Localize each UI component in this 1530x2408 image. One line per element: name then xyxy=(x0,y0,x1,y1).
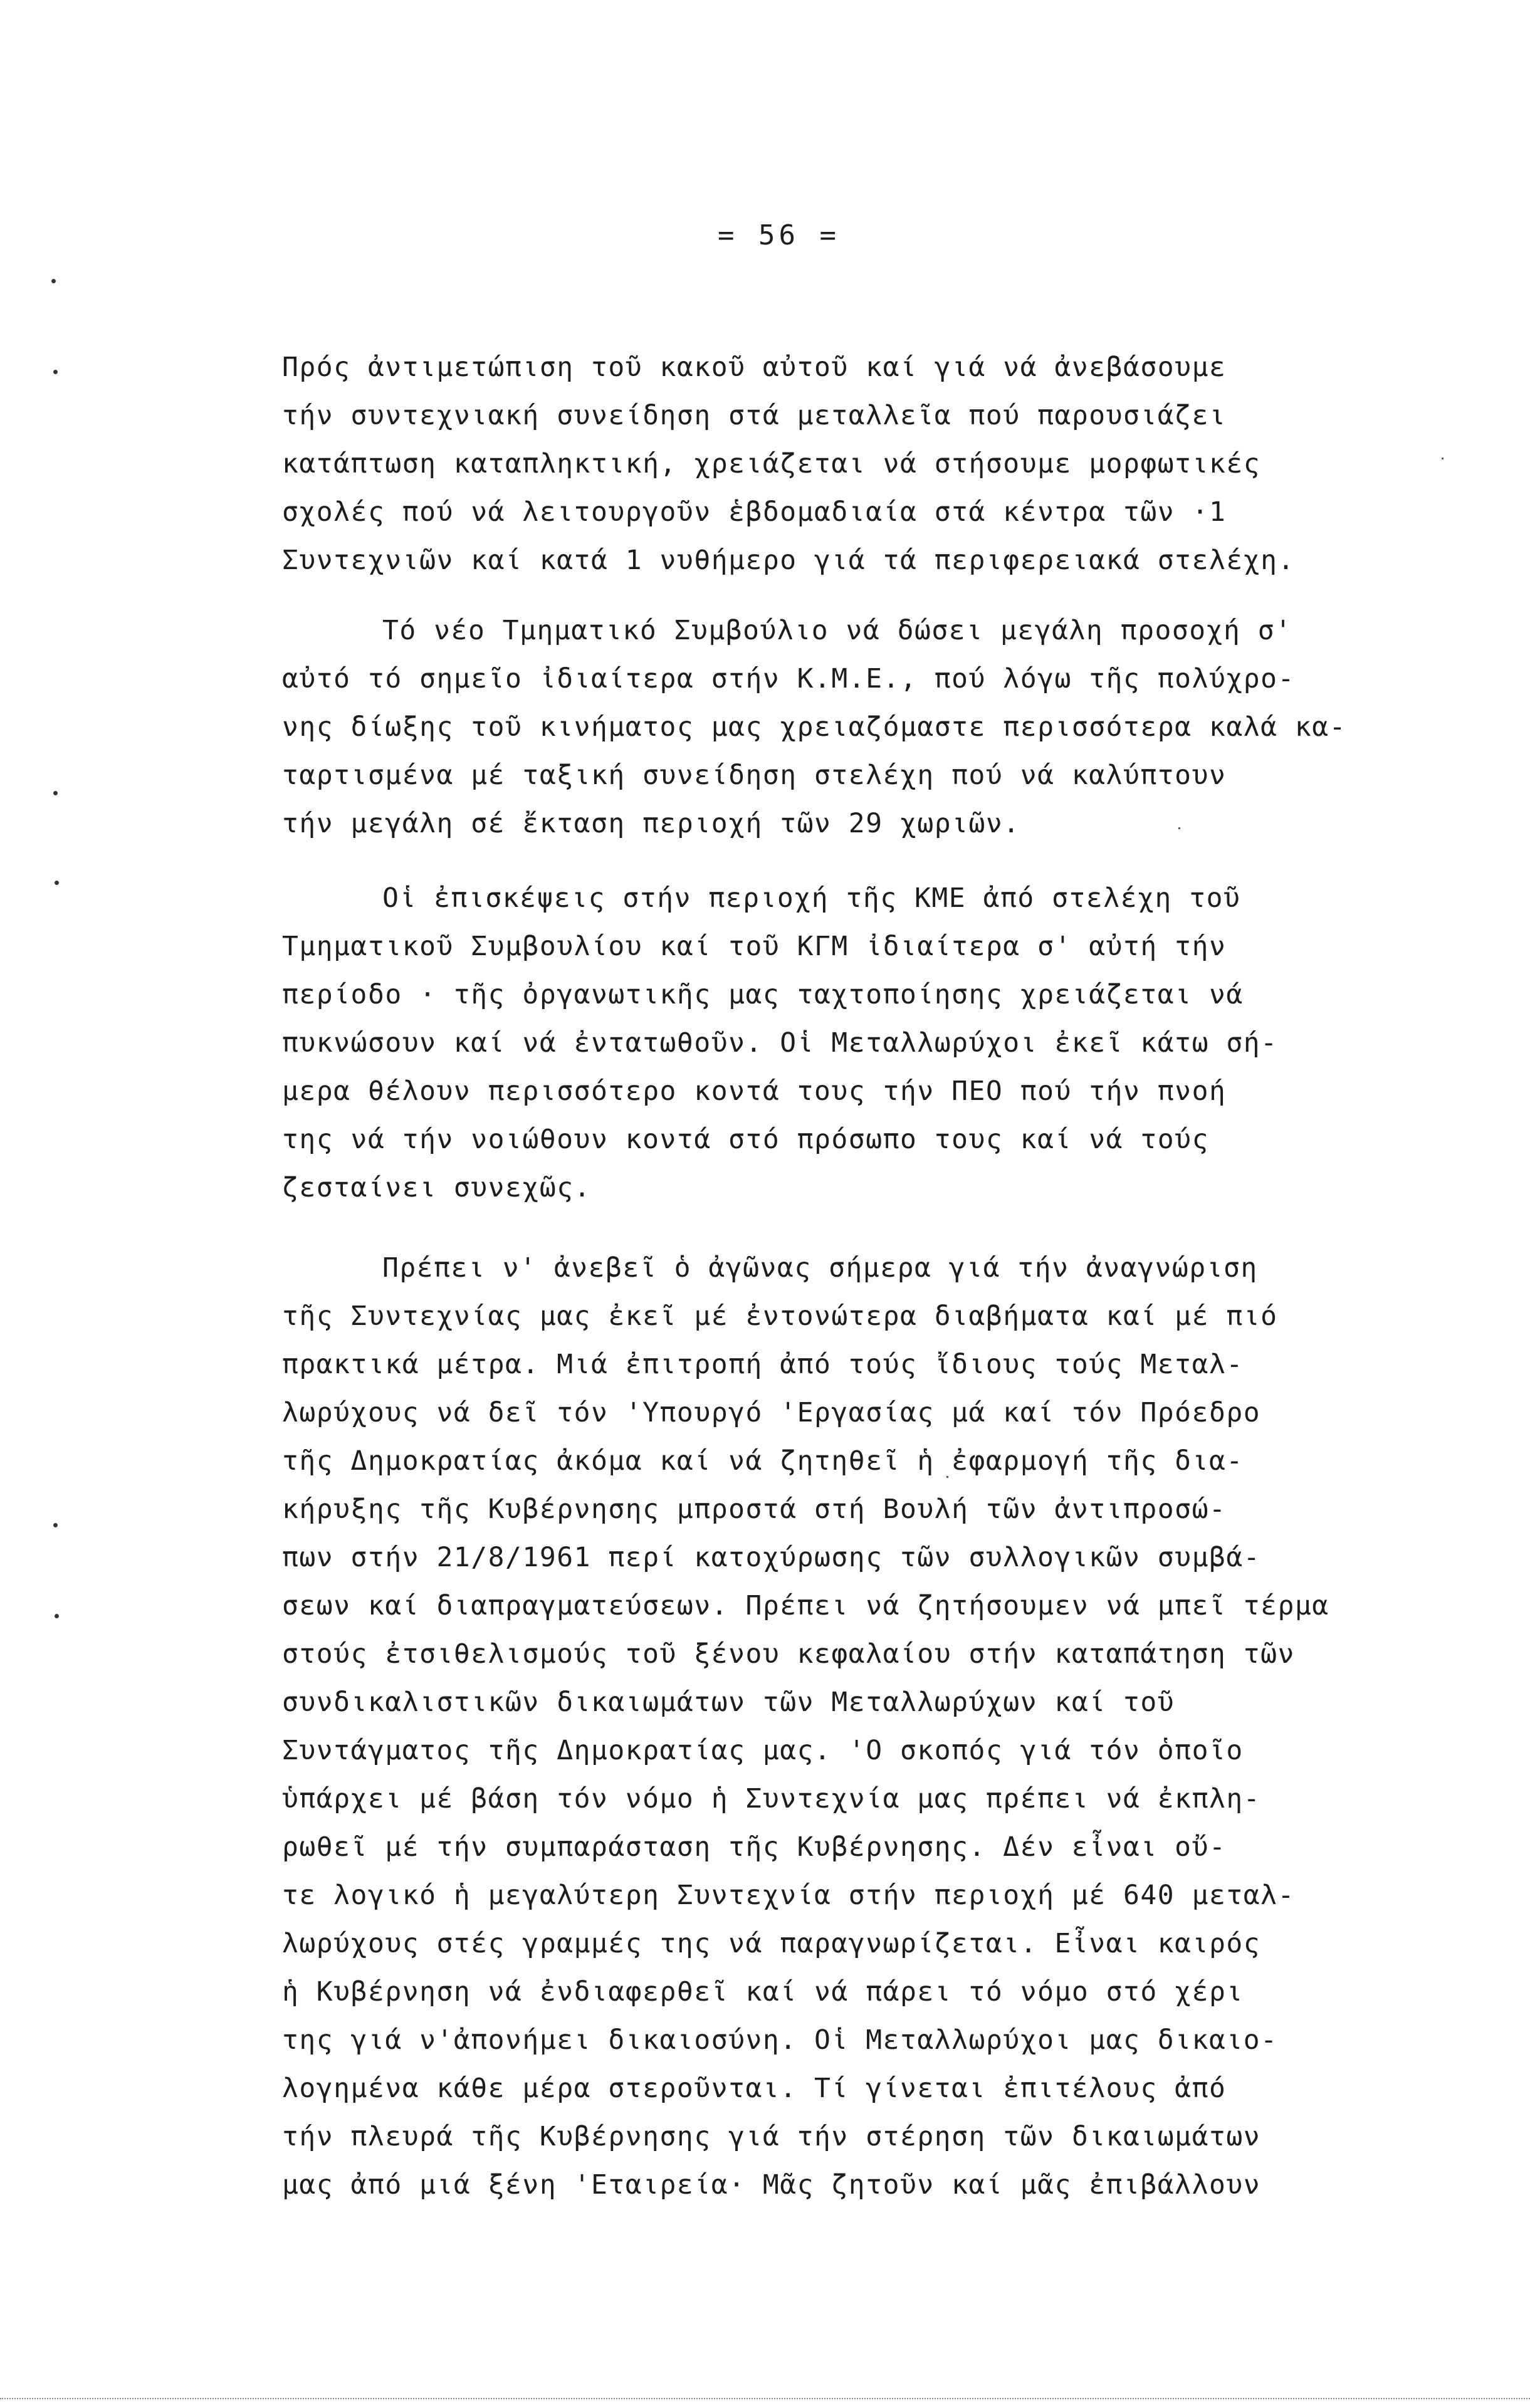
text-line: τῆς Συντεχνίας μας ἐκεῖ μέ ἐντονώτερα διαβήματα καί μέ πιό xyxy=(282,1301,1278,1332)
text-line: της νά τήν νοιώθουν κοντά στό πρόσωπο τους καί νά τούς xyxy=(282,1124,1209,1155)
text-line: ζεσταίνει συνεχῶς. xyxy=(282,1172,591,1203)
text-line: σχολές πού νά λειτουργοῦν ἑβδομαδιαία στά κέντρα τῶν ·1 xyxy=(282,496,1227,528)
text-line: Πρέπει ν' ἀνεβεῖ ὁ ἀγῶνας σήμερα γιά τήν ἀναγνώριση xyxy=(382,1252,1258,1284)
page-number: = 56 = xyxy=(718,219,840,251)
text-line: στούς ἐτσιθελισμούς τοῦ ξένου κεφαλαίου στήν καταπάτηση τῶν xyxy=(282,1638,1295,1670)
margin-mark xyxy=(55,881,59,885)
text-line: τήν πλευρά τῆς Κυβέρνησης γιά τήν στέρηση τῶν δικαιωμάτων xyxy=(282,2121,1261,2152)
text-line: αὐτό τό σημεῖο ἰδιαίτερα στήν Κ.Μ.Ε., πού λόγω τῆς πολύχρο- xyxy=(282,663,1295,694)
margin-mark xyxy=(53,791,58,795)
text-line: κατάπτωση καταπληκτική, χρειάζεται νά στήσουμε μορφωτικές xyxy=(282,448,1261,479)
text-line: τήν συντεχνιακή συνείδηση στά μεταλλεῖα πού παρουσιάζει xyxy=(282,400,1227,431)
margin-mark xyxy=(53,1523,58,1527)
paragraph-2 xyxy=(282,607,1511,848)
text-line: κήρυξης τῆς Κυβέρνησης μπροστά στή Βουλή τῶν ἀντιπροσώ- xyxy=(282,1494,1227,1525)
text-line: συνδικαλιστικῶν δικαιωμάτων τῶν Μεταλλωρύχων καί τοῦ xyxy=(282,1687,1175,1718)
text-line: Συντάγματος τῆς Δημοκρατίας μας. 'Ο σκοπός γιά τόν ὁποῖο xyxy=(282,1735,1244,1766)
margin-mark xyxy=(53,370,58,374)
text-line: λογημένα κάθε μέρα στεροῦνται. Τί γίνεται ἐπιτέλους ἀπό xyxy=(282,2073,1227,2104)
text-line: λωρύχους στές γραμμές της νά παραγνωρίζεται. Εἶναι καιρός xyxy=(282,1928,1261,1959)
text-line: πρακτικά μέτρα. Μιά ἐπιτροπή ἀπό τούς ἴδιους τούς Μεταλ- xyxy=(282,1349,1244,1380)
paragraph-4 xyxy=(282,1244,1511,2209)
text-line: μας ἀπό μιά ξένη 'Εταιρεία· Μᾶς ζητοῦν καί μᾶς ἐπιβάλλουν xyxy=(282,2169,1261,2201)
scan-edge xyxy=(0,2398,1530,2400)
text-line: νης δίωξης τοῦ κινήματος μας χρειαζόμαστε περισσότερα καλά κα- xyxy=(282,711,1347,743)
margin-mark xyxy=(51,279,56,283)
text-line: Τό νέο Τμηματικό Συμβούλιο νά δώσει μεγάλη προσοχή σ' xyxy=(382,615,1292,646)
text-line: Πρός ἀντιμετώπιση τοῦ κακοῦ αὐτοῦ καί γιά νά ἀνεβάσουμε xyxy=(282,352,1227,383)
text-line: Οἱ ἐπισκέψεις στήν περιοχή τῆς ΚΜΕ ἀπό στελέχη τοῦ xyxy=(382,882,1241,914)
text-line: ρωθεῖ μέ τήν συμπαράσταση τῆς Κυβέρνησης. Δέν εἶναι οὔ- xyxy=(282,1831,1227,1863)
paragraph-1 xyxy=(282,343,1511,585)
text-line: Τμηματικοῦ Συμβουλίου καί τοῦ ΚΓΜ ἰδιαίτερα σ' αὐτή τήν xyxy=(282,931,1227,962)
text-line: τῆς Δημοκρατίας ἀκόμα καί νά ζητηθεῖ ἡ ἐφαρμογή τῆς δια- xyxy=(282,1445,1244,1477)
text-line: της γιά ν'ἀπονήμει δικαιοσύνη. Οἱ Μεταλλωρύχοι μας δικαιο- xyxy=(282,2024,1278,2056)
text-line: τε λογικό ἡ μεγαλύτερη Συντεχνία στήν περιοχή μέ 640 μεταλ- xyxy=(282,1880,1295,1911)
paragraph-3 xyxy=(282,874,1511,1212)
text-line: σεων καί διαπραγματεύσεων. Πρέπει νά ζητήσουμεν νά μπεῖ τέρμα xyxy=(282,1590,1329,1621)
text-line: μερα θέλουν περισσότερο κοντά τους τήν ΠΕΟ πού τήν πνοή xyxy=(282,1076,1227,1107)
text-line: λωρύχους νά δεῖ τόν 'Υπουργό 'Εργασίας μά καί τόν Πρόεδρο xyxy=(282,1397,1261,1428)
text-line: Συντεχνιῶν καί κατά 1 νυθήμερο γιά τά περιφερειακά στελέχη. xyxy=(282,545,1295,576)
text-line: τήν μεγάλη σέ ἔκταση περιοχή τῶν 29 χωριῶν. xyxy=(282,808,1020,839)
text-line: πυκνώσουν καί νά ἐντατωθοῦν. Οἱ Μεταλλωρύχοι ἐκεῖ κάτω σή- xyxy=(282,1027,1278,1059)
text-line: περίοδο · τῆς ὀργανωτικῆς μας ταχτοποίησης χρειάζεται νά xyxy=(282,979,1244,1010)
text-line: ὑπάρχει μέ βάση τόν νόμο ἡ Συντεχνία μας πρέπει νά ἐκπλη- xyxy=(282,1783,1261,1814)
text-line: ταρτισμένα μέ ταξική συνείδηση στελέχη πού νά καλύπτουν xyxy=(282,760,1227,791)
margin-mark xyxy=(55,1614,59,1618)
text-line: ἡ Κυβέρνηση νά ἐνδιαφερθεῖ καί νά πάρει τό νόμο στό χέρι xyxy=(282,1976,1244,2008)
text-line: πων στήν 21/8/1961 περί κατοχύρωσης τῶν συλλογικῶν συμβά- xyxy=(282,1542,1261,1573)
